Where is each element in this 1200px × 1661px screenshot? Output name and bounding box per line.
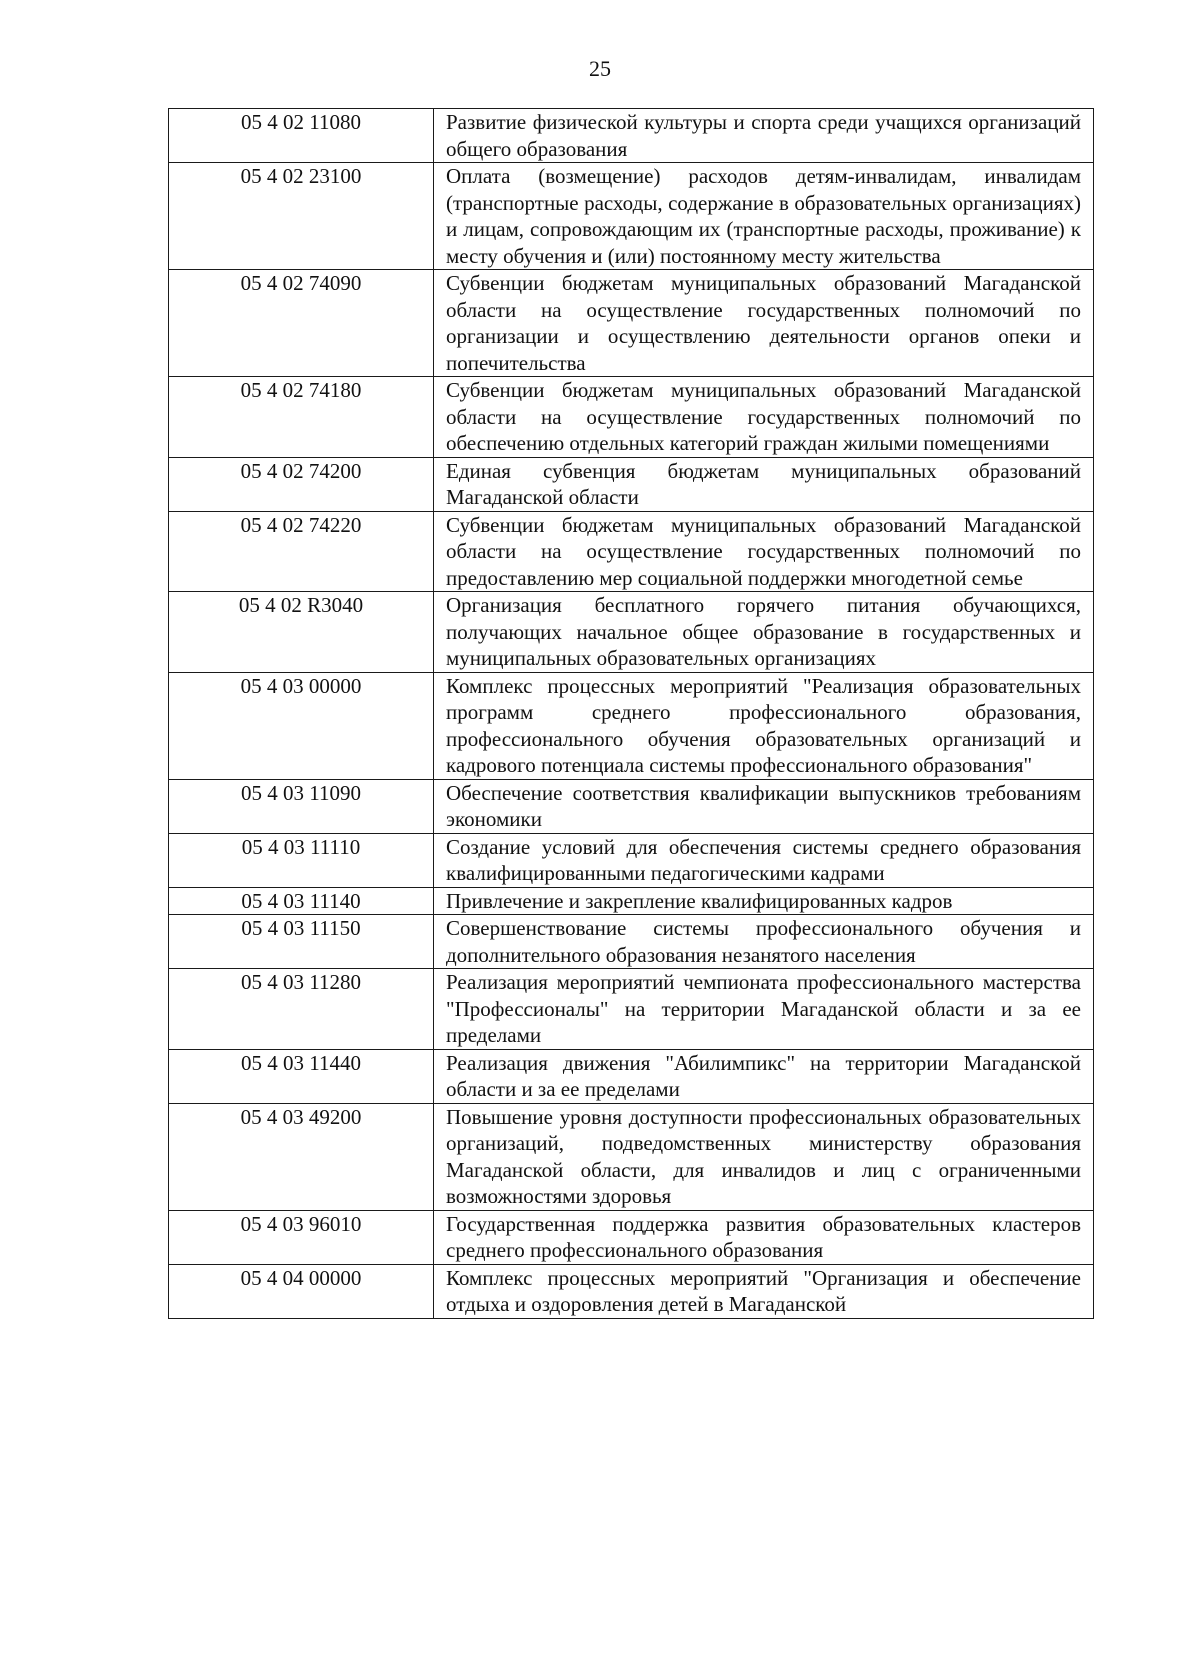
table-row [169, 270, 1094, 377]
description-cell: Субвенции бюджетам муниципальных образований Магаданской области на осуществление государственных полномочий по предоставлению мер социальной поддержки многодетной семье [434, 511, 1094, 592]
table-row [169, 1264, 1094, 1318]
table-row [169, 887, 1094, 915]
code-cell: 05 4 03 11090 [169, 779, 434, 833]
table-row [169, 511, 1094, 592]
table-row [169, 833, 1094, 887]
code-cell: 05 4 03 11150 [169, 915, 434, 969]
code-cell: 05 4 03 11280 [169, 969, 434, 1050]
table-row [169, 457, 1094, 511]
description-cell: Реализация мероприятий чемпионата профессионального мастерства "Профессионалы" на территории Магаданской области и за ее пределами [434, 969, 1094, 1050]
description-cell: Организация бесплатного горячего питания обучающихся, получающих начальное общее образование в государственных и муниципальных образовательных организациях [434, 592, 1094, 673]
code-cell: 05 4 02 R3040 [169, 592, 434, 673]
description-cell: Развитие физической культуры и спорта среди учащихся организаций общего образования [434, 109, 1094, 163]
table-row [169, 109, 1094, 163]
code-cell: 05 4 02 11080 [169, 109, 434, 163]
budget-code-table [168, 108, 1094, 1319]
description-cell: Государственная поддержка развития образовательных кластеров среднего профессионального образования [434, 1210, 1094, 1264]
page-number: 25 [589, 56, 611, 81]
code-cell: 05 4 02 74180 [169, 377, 434, 458]
code-cell: 05 4 04 00000 [169, 1264, 434, 1318]
description-cell: Реализация движения "Абилимпикс" на территории Магаданской области и за ее пределами [434, 1049, 1094, 1103]
table-row [169, 915, 1094, 969]
code-cell: 05 4 03 49200 [169, 1103, 434, 1210]
description-cell: Совершенствование системы профессионального обучения и дополнительного образования незанятого населения [434, 915, 1094, 969]
code-cell: 05 4 03 11110 [169, 833, 434, 887]
description-cell: Создание условий для обеспечения системы среднего образования квалифицированными педагогическими кадрами [434, 833, 1094, 887]
description-cell: Субвенции бюджетам муниципальных образований Магаданской области на осуществление государственных полномочий по организации и осуществлению деятельности органов опеки и попечительства [434, 270, 1094, 377]
description-cell: Повышение уровня доступности профессиональных образовательных организаций, подведомственных министерству образования Магаданской области, для инвалидов и лиц с ограниченными возможностями здоровья [434, 1103, 1094, 1210]
code-cell: 05 4 02 74220 [169, 511, 434, 592]
table-row [169, 1049, 1094, 1103]
description-cell: Обеспечение соответствия квалификации выпускников требованиям экономики [434, 779, 1094, 833]
table-row [169, 163, 1094, 270]
code-cell: 05 4 02 23100 [169, 163, 434, 270]
description-cell: Комплекс процессных мероприятий "Реализация образовательных программ среднего профессионального образования, профессионального обучения образовательных организаций и кадрового потенциала системы профессионального образования" [434, 672, 1094, 779]
table-row [169, 672, 1094, 779]
table-row [169, 592, 1094, 673]
code-cell: 05 4 03 00000 [169, 672, 434, 779]
description-cell: Привлечение и закрепление квалифицированных кадров [434, 887, 1094, 915]
description-cell: Единая субвенция бюджетам муниципальных образований Магаданской области [434, 457, 1094, 511]
table-row [169, 1103, 1094, 1210]
code-cell: 05 4 03 11440 [169, 1049, 434, 1103]
code-cell: 05 4 03 96010 [169, 1210, 434, 1264]
code-cell: 05 4 02 74090 [169, 270, 434, 377]
table-row [169, 779, 1094, 833]
description-cell: Оплата (возмещение) расходов детям-инвалидам, инвалидам (транспортные расходы, содержание в образовательных организациях) и лицам, сопровождающим их (транспортные расходы, проживание) к месту обучения и (или) постоянному месту жительства [434, 163, 1094, 270]
code-cell: 05 4 02 74200 [169, 457, 434, 511]
description-cell: Субвенции бюджетам муниципальных образований Магаданской области на осуществление государственных полномочий по обеспечению отдельных категорий граждан жилыми помещениями [434, 377, 1094, 458]
table-row [169, 1210, 1094, 1264]
table-row [169, 377, 1094, 458]
table-row [169, 969, 1094, 1050]
description-cell: Комплекс процессных мероприятий "Организация и обеспечение отдыха и оздоровления детей в Магаданской [434, 1264, 1094, 1318]
code-cell: 05 4 03 11140 [169, 887, 434, 915]
